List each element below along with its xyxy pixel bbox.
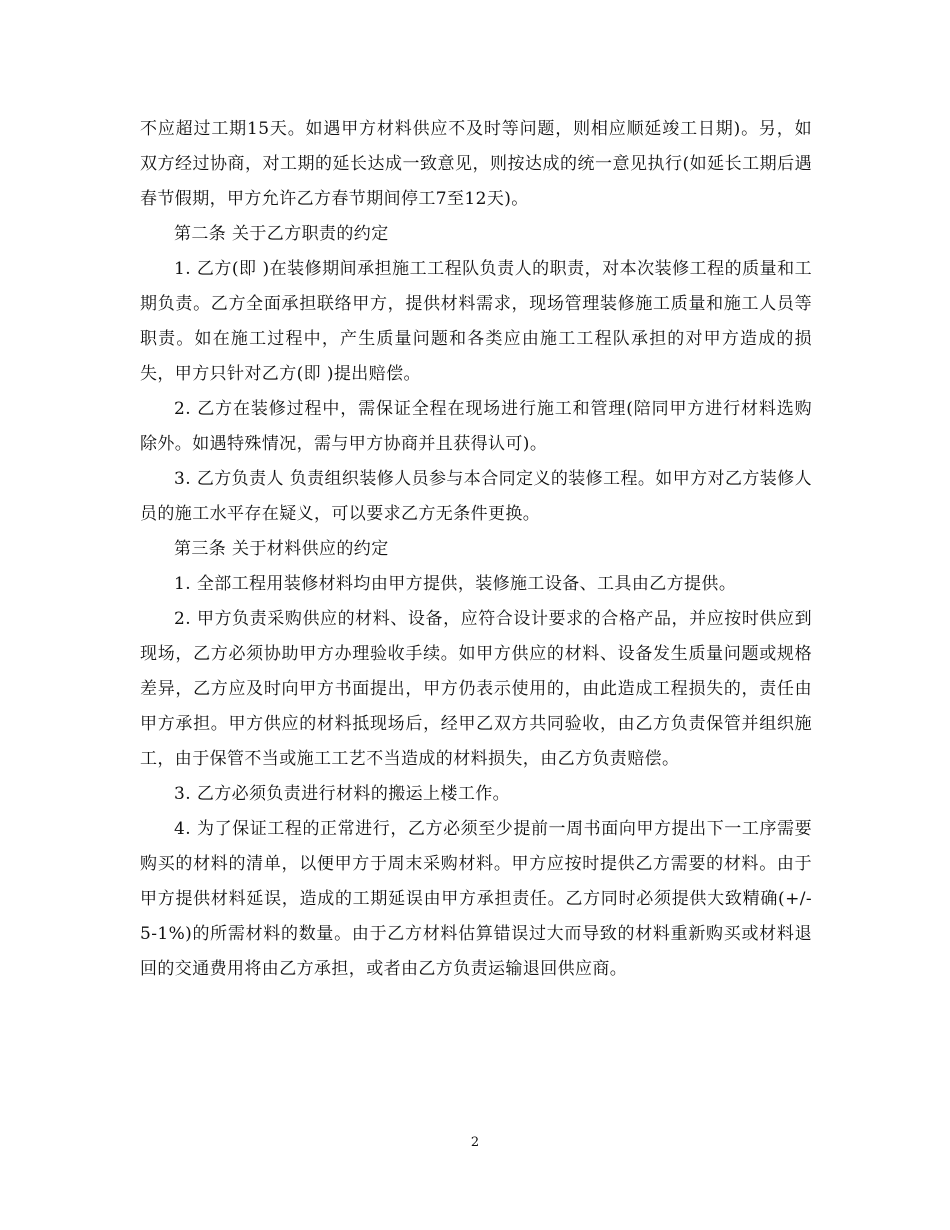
clause-2-1: 1. 乙方(即 )在装修期间承担施工工程队负责人的职责，对本次装修工程的质量和工期负责。乙方全面承担联络甲方，提供材料需求，现场管理装修施工质量和施工人员等职责。如在施工过程中，产生质量问题和各类应由施工工程队承担的对甲方造成的损失，甲方只针对乙方(即 )提出赔偿。 bbox=[140, 259, 812, 384]
clause-2-3: 3. 乙方负责人 负责组织装修人员参与本合同定义的装修工程。如甲方对乙方装修人员的施工水平存在疑义，可以要求乙方无条件更换。 bbox=[140, 469, 812, 524]
clause-3-3: 3. 乙方必须负责进行材料的搬运上楼工作。 bbox=[174, 784, 511, 804]
clause-3-2: 2. 甲方负责采购供应的材料、设备，应符合设计要求的合格产品，并应按时供应到现场，乙方必须协助甲方办理验收手续。如甲方供应的材料、设备发生质量问题或规格差异，乙方应及时向甲方书面提出，甲方仍表示使用的，由此造成工程损失的，责任由甲方承担。甲方供应的材料抵现场后，经甲乙双方共同验收，由乙方负责保管并组织施工，由于保管不当或施工工艺不当造成的材料损失，由乙方负责赔偿。 bbox=[140, 609, 812, 769]
clause-2-2: 2. 乙方在装修过程中，需保证全程在现场进行施工和管理(陪同甲方进行材料选购除外。如遇特殊情况，需与甲方协商并且获得认可)。 bbox=[140, 399, 812, 454]
section-heading-article-3: 第三条 关于材料供应的约定 bbox=[174, 539, 389, 559]
document-body bbox=[140, 112, 812, 987]
clause-3-4: 4. 为了保证工程的正常进行，乙方必须至少提前一周书面向甲方提出下一工序需要购买的材料的清单，以便甲方于周末采购材料。甲方应按时提供乙方需要的材料。由于甲方提供材料延误，造成的工期延误由甲方承担责任。乙方同时必须提供大致精确(+/- 5-1%)的所需材料的数量。由于乙方材料估算错误过大而导致的材料重新购买或材料退回的交通费用将由乙方承担，或者由乙方负责运输退回供应商。 bbox=[140, 819, 812, 979]
page-number: 2 bbox=[470, 1135, 480, 1150]
clause-3-1: 1. 全部工程用装修材料均由甲方提供，装修施工设备、工具由乙方提供。 bbox=[174, 574, 737, 594]
paragraph-continuation: 不应超过工期15天。如遇甲方材料供应不及时等问题，则相应顺延竣工日期)。另，如双方经过协商，对工期的延长达成一致意见，则按达成的统一意见执行(如延长工期后遇春节假期，甲方允许乙方春节期间停工7至12天)。 bbox=[140, 119, 812, 209]
section-heading-article-2: 第二条 关于乙方职责的约定 bbox=[174, 224, 389, 244]
